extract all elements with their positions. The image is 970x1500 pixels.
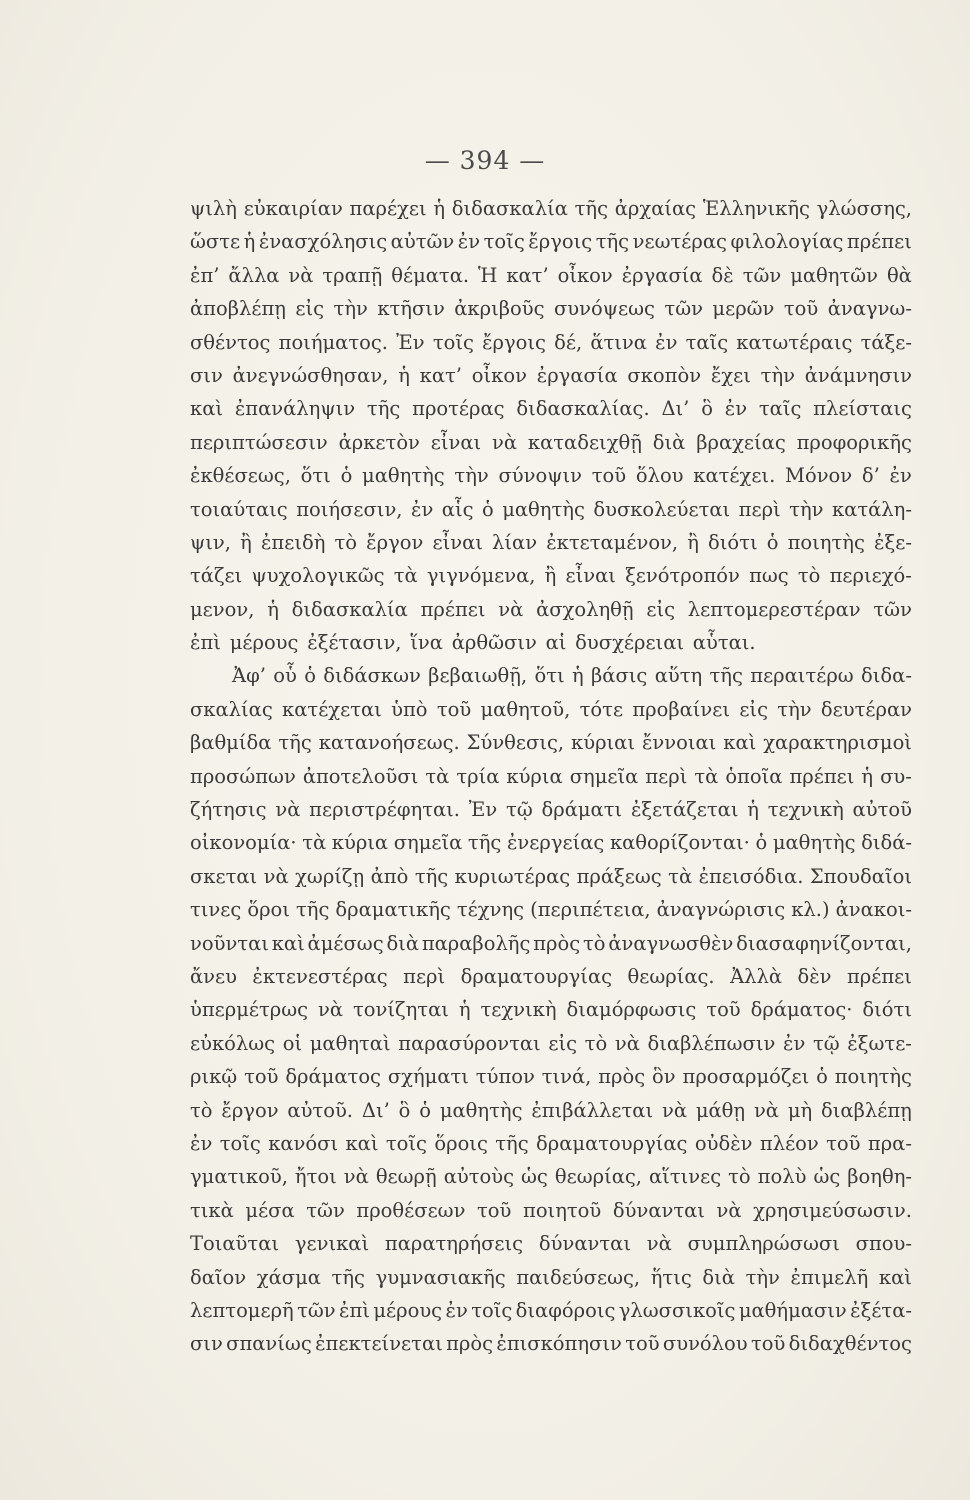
text-line: τικὰ μέσα τῶν προθέσεων τοῦ ποιητοῦ δύνανται νὰ χρησιμεύσωσιν. xyxy=(190,1198,912,1222)
text-line: ἀποβλέπῃ εἰς τὴν κτῆσιν ἀκριβοῦς συνόψεως τῶν μερῶν τοῦ ἀναγνω- xyxy=(190,297,912,321)
body-text xyxy=(190,192,912,1361)
text-line: ψιν, ἢ ἐπειδὴ τὸ ἔργον εἶναι λίαν ἐκτεταμένον, ἢ διότι ὁ ποιητὴς ἐξε- xyxy=(190,530,912,554)
text-line: τὸ ἔργον αὐτοῦ. Δι’ ὃ ὁ μαθητὴς ἐπιβάλλεται νὰ μάθῃ νὰ μὴ διαβλέπῃ xyxy=(190,1098,912,1122)
text-line: ἐπ’ ἄλλα νὰ τραπῇ θέματα. Ἡ κατ’ οἶκον ἐργασία δὲ τῶν μαθητῶν θὰ xyxy=(190,263,912,287)
text-line: ἐπὶ μέρους ἐξέτασιν, ἵνα ἀρθῶσιν αἱ δυσχέρειαι αὗται. xyxy=(190,631,756,655)
text-line: σιν ἀνεγνώσθησαν, ἡ κατ’ οἶκον ἐργασία σκοπὸν ἔχει τὴν ἀνάμνησιν xyxy=(190,363,912,387)
text-line: ἐκθέσεως, ὅτι ὁ μαθητὴς τὴν σύνοψιν τοῦ ὅλου κατέχει. Μόνον δ’ ἐν xyxy=(190,464,912,488)
text-line: Τοιαῦται γενικαὶ παρατηρήσεις δύνανται νὰ συμπληρώσωσι σπου- xyxy=(190,1232,912,1256)
text-line: Ἀφ’ οὗ ὁ διδάσκων βεβαιωθῇ, ὅτι ἡ βάσις αὕτη τῆς περαιτέρω διδα- xyxy=(232,664,912,688)
text-line: καὶ ἐπανάληψιν τῆς προτέρας διδασκαλίας. Δι’ ὃ ἐν ταῖς πλείσταις xyxy=(190,397,912,421)
text-line: σκαλίας κατέχεται ὑπὸ τοῦ μαθητοῦ, τότε προβαίνει εἰς τὴν δευτέραν xyxy=(190,697,912,721)
text-line: σιν σπανίως ἐπεκτείνεται πρὸς ἐπισκόπησιν τοῦ συνόλου τοῦ διδαχθέντος xyxy=(190,1332,912,1356)
text-line: σθέντος ποιήματος. Ἐν τοῖς ἔργοις δέ, ἅτινα ἐν ταῖς κατωτέραις τάξε- xyxy=(190,330,912,354)
text-line: ἐν τοῖς κανόσι καὶ τοῖς ὅροις τῆς δραματουργίας οὐδὲν πλέον τοῦ πρα- xyxy=(190,1131,912,1155)
text-line: ὥστε ἡ ἐνασχόλησις αὐτῶν ἐν τοῖς ἔργοις τῆς νεωτέρας φιλολογίας πρέπει xyxy=(190,230,912,254)
text-line: τοιαύταις ποιήσεσιν, ἐν αἷς ὁ μαθητὴς δυσκολεύεται περὶ τὴν κατάλη- xyxy=(190,497,912,521)
text-line: προσώπων ἀποτελοῦσι τὰ τρία κύρια σημεῖα περὶ τὰ ὁποῖα πρέπει ἡ συ- xyxy=(190,764,912,788)
text-line: γματικοῦ, ἤτοι νὰ θεωρῇ αὐτοὺς ὡς θεωρίας, αἵτινες τὸ πολὺ ὡς βοηθη- xyxy=(190,1165,912,1189)
text-line: ὑπερμέτρως νὰ τονίζηται ἡ τεχνικὴ διαμόρφωσις τοῦ δράματος· διότι xyxy=(190,998,912,1022)
text-line: νοῦνται καὶ ἀμέσως διὰ παραβολῆς πρὸς τὸ ἀναγνωσθὲν διασαφηνίζονται, xyxy=(190,931,912,955)
text-line: δαῖον χάσμα τῆς γυμνασιακῆς παιδεύσεως, ἥτις διὰ τὴν ἐπιμελῆ καὶ xyxy=(190,1265,912,1289)
text-line: ζήτησις νὰ περιστρέφηται. Ἐν τῷ δράματι ἐξετάζεται ἡ τεχνικὴ αὐτοῦ xyxy=(190,798,912,822)
text-line: ἄνευ ἐκτενεστέρας περὶ δραματουργίας θεωρίας. Ἀλλὰ δὲν πρέπει xyxy=(190,964,912,988)
text-line: μενον, ἡ διδασκαλία πρέπει νὰ ἀσχοληθῇ εἰς λεπτομερεστέραν τῶν xyxy=(190,597,912,621)
text-line: ψιλὴ εὐκαιρίαν παρέχει ἡ διδασκαλία τῆς ἀρχαίας Ἑλληνικῆς γλώσσης, xyxy=(190,197,912,220)
text-line: ρικῷ τοῦ δράματος σχήματι τύπον τινά, πρὸς ὃν προσαρμόζει ὁ ποιητὴς xyxy=(190,1065,912,1089)
text-line: βαθμίδα τῆς κατανοήσεως. Σύνθεσις, κύριαι ἔννοιαι καὶ χαρακτηρισμοὶ xyxy=(190,731,912,755)
text-line: τινες ὅροι τῆς δραματικῆς τέχνης (περιπέτεια, ἀναγνώρισις κλ.) ἀνακοι- xyxy=(190,898,912,922)
text-line: οἰκονομία· τὰ κύρια σημεῖα τῆς ἐνεργείας καθορίζονται· ὁ μαθητὴς διδά- xyxy=(190,831,912,855)
text-line: εὐκόλως οἱ μαθηταὶ παρασύρονται εἰς τὸ νὰ διαβλέπωσιν ἐν τῷ ἐξωτε- xyxy=(190,1031,912,1055)
text-line: λεπτομερῆ τῶν ἐπὶ μέρους ἐν τοῖς διαφόροις γλωσσικοῖς μαθήμασιν ἐξέτα- xyxy=(190,1298,912,1322)
text-line: περιπτώσεσιν ἀρκετὸν εἶναι νὰ καταδειχθῇ διὰ βραχείας προφορικῆς xyxy=(190,430,912,454)
text-line: σκεται νὰ χωρίζῃ ἀπὸ τῆς κυριωτέρας πράξεως τὰ ἐπεισόδια. Σπουδαῖοι xyxy=(190,864,912,888)
page-number: — 394 — xyxy=(424,146,546,175)
text-line: τάζει ψυχολογικῶς τὰ γιγνόμενα, ἢ εἶναι ξενότροπόν πως τὸ περιεχό- xyxy=(190,564,912,588)
